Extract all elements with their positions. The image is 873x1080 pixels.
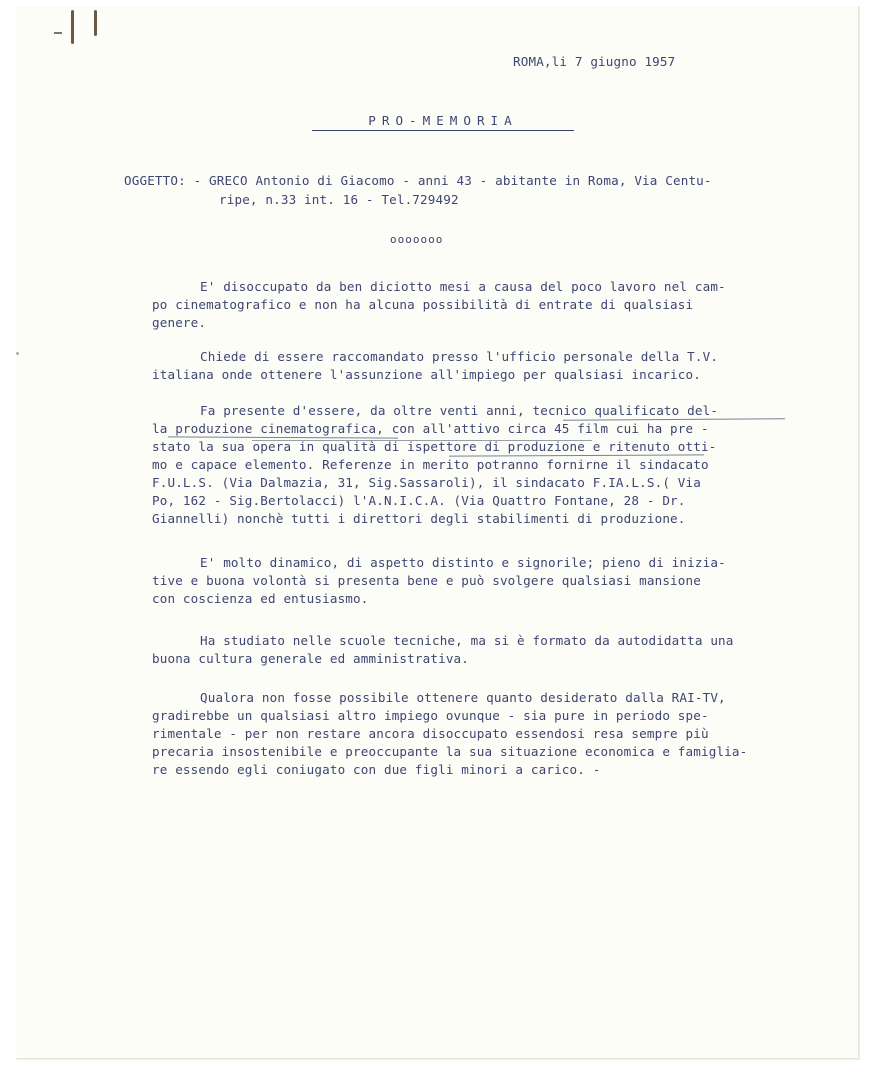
body-line: con coscienza ed entusiasmo. <box>152 591 369 606</box>
body-line: E' molto dinamico, di aspetto distinto e signorile; pieno di inizia- <box>200 555 726 570</box>
paper-speck <box>16 352 19 355</box>
body-line: Fa presente d'essere, da oltre venti anni, tecnico qualificato del- <box>200 403 719 418</box>
body-line: re essendo egli coniugato con due figli minori a carico. - <box>152 762 601 777</box>
body-line: Giannelli) nonchè tutti i direttori degli stabilimenti di produzione. <box>152 511 686 526</box>
body-line: E' disoccupato da ben diciotto mesi a causa del poco lavoro nel cam- <box>200 279 726 294</box>
subject-line: ripe, n.33 int. 16 - Tel.729492 <box>219 192 459 207</box>
body-line: Chiede di essere raccomandato presso l'ufficio personale della T.V. <box>200 349 719 364</box>
handwritten-underline <box>252 440 592 441</box>
body-line: mo e capace elemento. Referenze in merito potranno fornirne il sindacato <box>152 457 709 472</box>
document-page <box>16 6 859 1059</box>
body-line: tive e buona volontà si presenta bene e può svolgere qualsiasi mansione <box>152 573 701 588</box>
subject-line: OGGETTO: - GRECO Antonio di Giacomo - anni 43 - abitante in Roma, Via Centu- <box>124 173 712 188</box>
body-line: genere. <box>152 315 207 330</box>
body-line: rimentale - per non restare ancora disoccupato essendosi resa sempre più <box>152 726 709 741</box>
body-line: F.U.L.S. (Via Dalmazia, 31, Sig.Sassaroli), il sindacato F.IA.L.S.( Via <box>152 475 701 490</box>
staple-mark <box>71 10 74 44</box>
body-line: la produzione cinematografica, con all'attivo circa 45 film cui ha pre - <box>152 421 709 436</box>
body-line: Ha studiato nelle scuole tecniche, ma si è formato da autodidatta una <box>200 633 734 648</box>
body-line: precaria insostenibile e preoccupante la sua situazione economica e famiglia- <box>152 744 748 759</box>
paper-mark <box>54 32 62 34</box>
body-line: po cinematografico e non ha alcuna possibilità di entrate di qualsiasi <box>152 297 694 312</box>
body-line: buona cultura generale ed amministrativa. <box>152 651 470 666</box>
document-title: PRO-MEMORIA <box>312 113 574 131</box>
staple-mark <box>94 10 97 36</box>
body-line: Po, 162 - Sig.Bertolacci) l'A.N.I.C.A. (Via Quattro Fontane, 28 - Dr. <box>152 493 686 508</box>
separator: ooooooo <box>390 233 444 246</box>
body-line: stato la sua opera in qualità di ispettore di produzione e ritenuto otti- <box>152 439 717 454</box>
body-line: italiana onde ottenere l'assunzione all'impiego per qualsiasi incarico. <box>152 367 701 382</box>
body-line: gradirebbe un qualsiasi altro impiego ovunque - sia pure in periodo spe- <box>152 708 709 723</box>
body-line: Qualora non fosse possibile ottenere quanto desiderato dalla RAI-TV, <box>200 690 726 705</box>
date-line: ROMA,li 7 giugno 1957 <box>513 54 676 69</box>
